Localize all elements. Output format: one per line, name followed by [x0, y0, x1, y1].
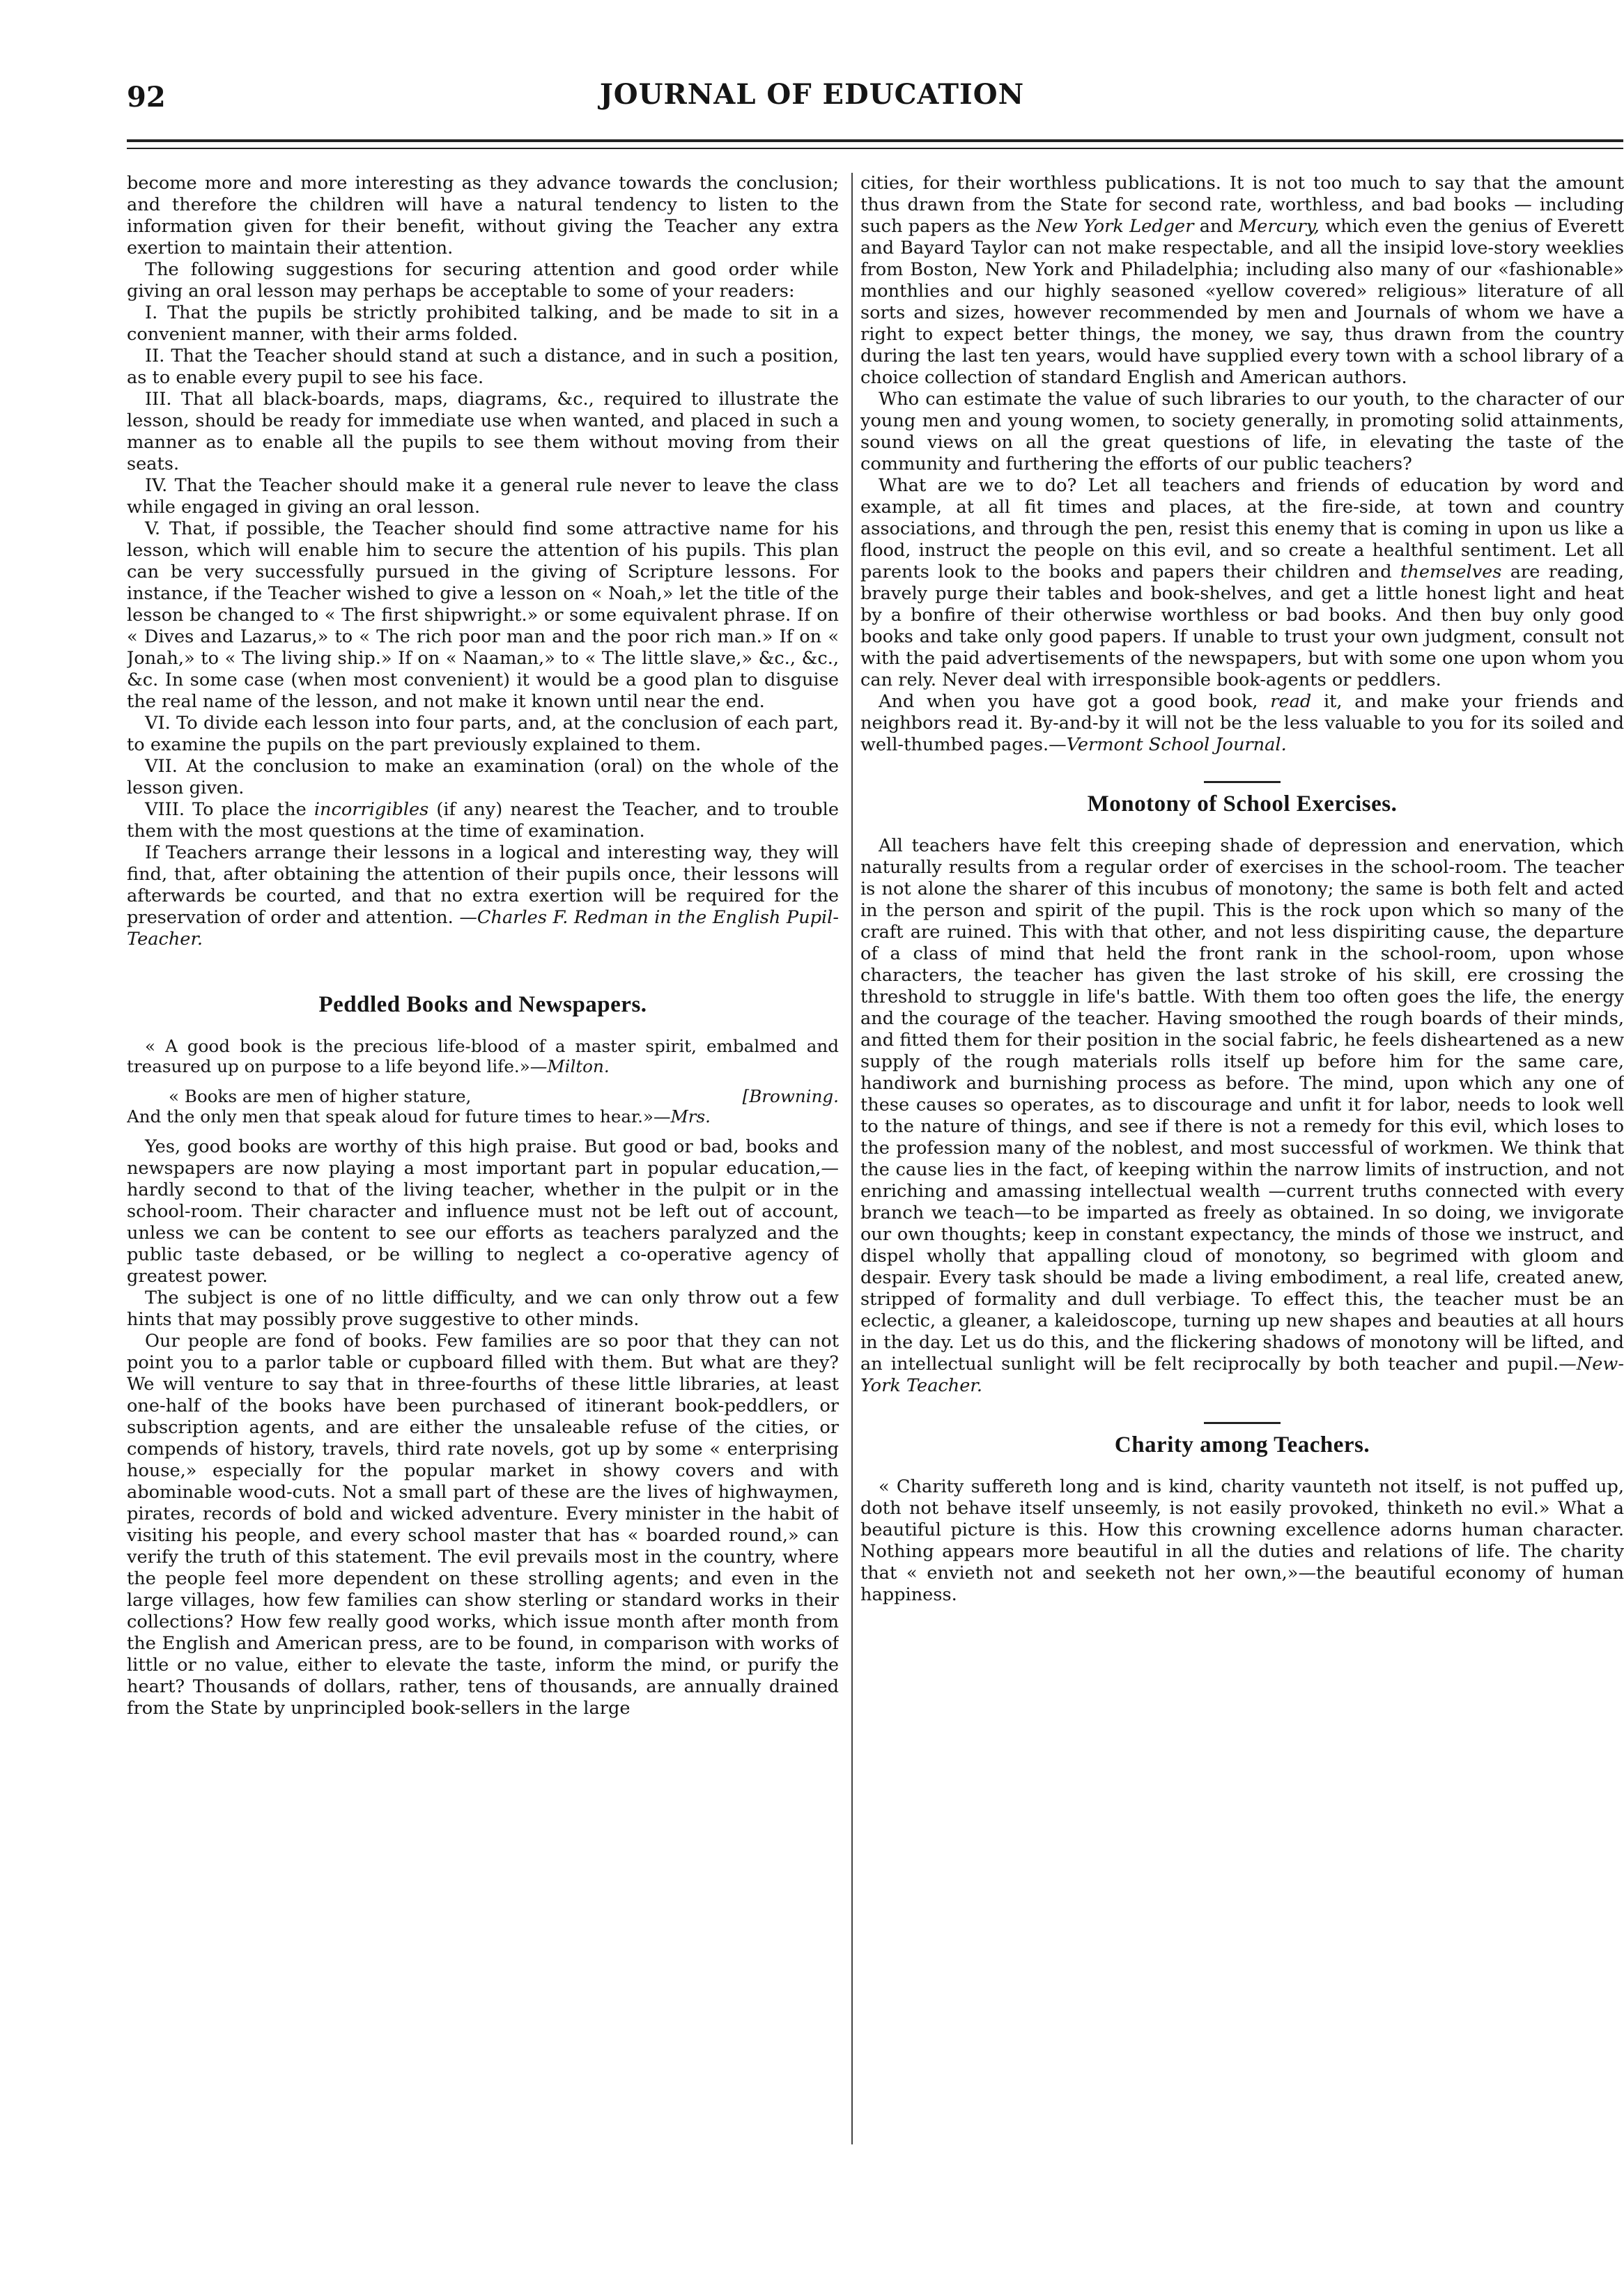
epigraph	[127, 1086, 839, 1106]
article-heading: Peddled Books and Newspapers.	[318, 992, 647, 1017]
text-run: are reading, bravely purge their tables and book-shelves, and get a little honest light and heat by a bonfire of their otherwise worthless or bad books. And then buy only good books and take only good papers. If unable to trust your own judgment, consult not with the paid advertisements of the newspapers, but with some one upon whom you can rely. Never deal with irresponsible book-agents or peddlers.	[860, 562, 1624, 690]
paragraph: VI. To divide each lesson into four parts, and, at the conclusion of each part, to examine the pupils on the part previously explained to them.	[127, 713, 839, 755]
text-run: it, and make your friends and neighbors read it. By-and-by it will not be the less valuable to you for its soiled and well-thumbed pages.	[860, 691, 1624, 755]
article-heading: Monotony of School Exercises.	[1087, 791, 1398, 817]
emphasis: New York Ledger	[1036, 216, 1194, 237]
paragraph: III. That all black-boards, maps, diagrams, &c., required to illustrate the lesson, should be ready for immediate use when wanted, and placed in such a manner as to enable all the pupils to see them without moving from their seats.	[127, 389, 839, 474]
section-divider	[1204, 781, 1281, 783]
paragraph: Yes, good books are worthy of this high praise. But good or bad, books and newspapers are now playing a most important part in popular education,—hardly second to that of the living teacher, whether in the pulpit or in the school-room. Their character and influence must not be left out of account, unless we can be content to see our efforts as teachers paralyzed and the public taste debased, or be willing to neglect a co-operative agency of greatest power.	[127, 1136, 839, 1287]
text-run: and	[1193, 216, 1239, 237]
attribution: —Vermont School Journal.	[1049, 734, 1287, 755]
section-divider	[1204, 1422, 1281, 1424]
paragraph: « Charity suffereth long and is kind, charity vaunteth not itself, is not puffed up, doth not behave itself unseemly, is not easily provoked, thinketh no evil.» What a beautiful picture is this. How this crowning excellence adorns human character. Nothing appears more beautiful in all the duties and relations of life. The charity that « envieth not and seeketh not her own,»—the beautiful economy of human happiness.	[860, 1476, 1624, 1605]
paragraph	[127, 799, 839, 842]
paragraph: V. That, if possible, the Teacher should find some attractive name for his lesson, which will enable him to secure the attention of his pupils. This plan can be very successfully pursued in the giving of Scripture lessons. For instance, if the Teacher wished to give a lesson on « Noah,» let the title of the lesson be changed to « The first shipwright.» or some equivalent phrase. If on « Dives and Lazarus,» to « The rich poor man and the poor rich man.» If on « Jonah,» to « The living ship.» If on « Naaman,» to « The little slave,» &c., &c., &c. In some case (when most convenient) it would be a good plan to disguise the real name of the lesson, and not make it known until near the end.	[127, 518, 839, 712]
attribution: [Browning.	[742, 1086, 839, 1106]
paragraph: The following suggestions for securing attention and good order while giving an oral lesson may perhaps be acceptable to some of your readers:	[127, 259, 839, 302]
paragraph	[860, 173, 1624, 389]
paragraph: II. That the Teacher should stand at such a distance, and in such a position, as to enable every pupil to see his face.	[127, 346, 839, 388]
left-column	[127, 173, 839, 2227]
attribution: —Charles F. Redman in the English Pupil-Teacher.	[127, 907, 839, 950]
paragraph	[860, 475, 1624, 691]
epigraph	[127, 1106, 839, 1127]
paragraph: IV. That the Teacher should make it a general rule never to leave the class while engaged in giving an oral lesson.	[127, 475, 839, 518]
text-run: And when you have got a good book,	[879, 691, 1271, 712]
paragraph: Who can estimate the value of such libraries to our youth, to the character of our young men and young women, to society generally, in promoting solid attainments, sound views on all the great questions of life, in elevating the taste of the community and furthering the efforts of our public teachers?	[860, 389, 1624, 474]
page-number: 92	[127, 81, 166, 114]
text-run: which even the genius of Everett and Bayard Taylor can not make respectable, and all the insipid love-story weeklies from Boston, New York and Philadelphia; including also many of our «fashionable» monthlies and our highly seasoned «yellow covered» religious» literature of all sorts and sizes, however recommended by men and Journals of whom we have a right to expect better things, the money, we say, thus drawn from the country during the last ten years, would have supplied every town with a school library of a choice collection of standard English and American authors.	[860, 216, 1624, 388]
running-title: JOURNAL OF EDUCATION	[599, 78, 1025, 111]
header-rule-top	[127, 139, 1623, 142]
article-heading: Charity among Teachers.	[1114, 1432, 1370, 1457]
text-run: If Teachers arrange their lessons in a logical and interesting way, they will find, that, after obtaining the attention of their pupils once, their lessons will afterwards be courted, and that no extra exertion will be required for the preservation of order and attention.	[127, 842, 839, 928]
text-run: VIII. To place the	[145, 799, 314, 820]
header-rule-bottom	[127, 148, 1623, 149]
emphasis: incorrigibles	[314, 799, 429, 820]
column-divider	[851, 173, 853, 2144]
paragraph	[127, 842, 839, 950]
paragraph	[860, 691, 1624, 756]
attribution: —New-York Teacher.	[860, 1354, 1624, 1396]
paragraph: Our people are fond of books. Few families are so poor that they can not point you to a parlor table or cupboard filled with them. But what are they? We will venture to say that in three-fourths of these little libraries, at least one-half of the books have been purchased of itinerant book-peddlers, or subscription agents, and are either the unsaleable refuse of the cities, or compends of history, travels, third rate novels, got up by some « enterprising house,» especially for the popular market in showy covers and with abominable wood-cuts. Not a small part of these are the lives of highwaymen, pirates, records of bold and wicked adventure. Every minister in the habit of visiting his people, and every school master that has « boarded round,» can verify the truth of this statement. The evil prevails most in the country, where the people feel more dependent on these strolling agents; and even in the large villages, how few families can show sterling or standard works in their collections? How few really good works, which issue month after month from the English and American press, are to be found, in comparison with works of little or no value, either to elevate the taste, inform the mind, or purify the heart? Thousands of dollars, rather, tens of thousands, are annually drained from the State by unprincipled book-sellers in the large	[127, 1331, 839, 1719]
emphasis: themselves	[1400, 562, 1502, 582]
text-run: And the only men that speak aloud for future times to hear.»	[127, 1106, 654, 1127]
attribution: —Mrs.	[653, 1106, 711, 1127]
paragraph	[860, 835, 1624, 1397]
emphasis: Mercury,	[1239, 216, 1320, 237]
epigraph	[127, 1036, 839, 1076]
paragraph: VII. At the conclusion to make an examination (oral) on the whole of the lesson given.	[127, 756, 839, 798]
attribution: —Milton.	[529, 1056, 610, 1076]
text-run: « Books are men of higher stature,	[169, 1086, 472, 1106]
text-run: What are we to do? Let all teachers and friends of education by word and example, at all fit times and places, at the fire-side, at town and country associations, and through the pen, resist this enemy that is coming in upon us like a flood, instruct the people on this evil, and so create a healthful sentiment. Let all parents look to the books and papers their children and	[860, 475, 1624, 582]
text-run: « A good book is the precious life-blood of a master spirit, embalmed and treasured up on purpose to a life beyond life.»	[127, 1036, 839, 1076]
right-column	[860, 173, 1624, 2227]
paragraph: become more and more interesting as they advance towards the conclusion; and therefore the children will have a natural tendency to listen to the information given for their benefit, without giving the Teacher any extra exertion to maintain their attention.	[127, 173, 839, 258]
paragraph: I. That the pupils be strictly prohibited talking, and be made to sit in a convenient manner, with their arms folded.	[127, 302, 839, 345]
text-run: (if any) nearest the Teacher, and to trouble them with the most questions at the time of examination.	[127, 799, 839, 842]
paragraph: The subject is one of no little difficulty, and we can only throw out a few hints that may possibly prove suggestive to other minds.	[127, 1287, 839, 1330]
text-run: cities, for their worthless publications. It is not too much to say that the amount thus drawn from the State for second rate, worthless, and bad books — including such papers as the	[860, 173, 1624, 237]
text-run: All teachers have felt this creeping shade of depression and enervation, which naturally results from a regular order of exercises in the school-room. The teacher is not alone the sharer of this incubus of monotony; the same is both felt and acted in the person and spirit of the pupil. This is the rock upon which so many of the craft are ruined. This with that other, and not less dispiriting cause, the departure of a class of mind that held the front rank in the school-room, upon whose characters, the teacher has given the last stroke of his skill, ere crossing the threshold to struggle in life's battle. With them too often goes the life, the energy and the courage of the teacher. Having smoothed the rough boards of their minds, and fitted them for their position in the social fabric, he feels disheartened as a new supply of the rough materials rolls itself up before him for the same care, handiwork and burnishing process as before. The mind, upon which any one of these causes so operates, as to discourage and unfit it for labor, needs to look well to the nature of things, and see if there is not a remedy for this evil, which loses to the profession many of the noblest, and most successful of workmen. We think that the cause lies in the fact, of keeping within the narrow limits of instruction, and not enriching and amassing intellectual wealth —current truths connected with every branch we teach—to be imparted as freely as obtained. In so doing, we invigorate our own thoughts; keep in constant expectancy, the minds of those we instruct, and dispel wholly that appalling cloud of monotony, so begrimed with gloom and despair. Every task should be made a living embodiment, a real life, created anew, stripped of formality and dull verbiage. To effect this, the teacher must be an eclectic, a gleaner, a kaleidoscope, turning up new shapes and beauties at all hours in the day. Let us do this, and the flickering shadows of monotony will be lifted, and an intellectual sunlight will be felt reciprocally by both teacher and pupil.	[860, 835, 1624, 1375]
emphasis: read	[1270, 691, 1312, 712]
